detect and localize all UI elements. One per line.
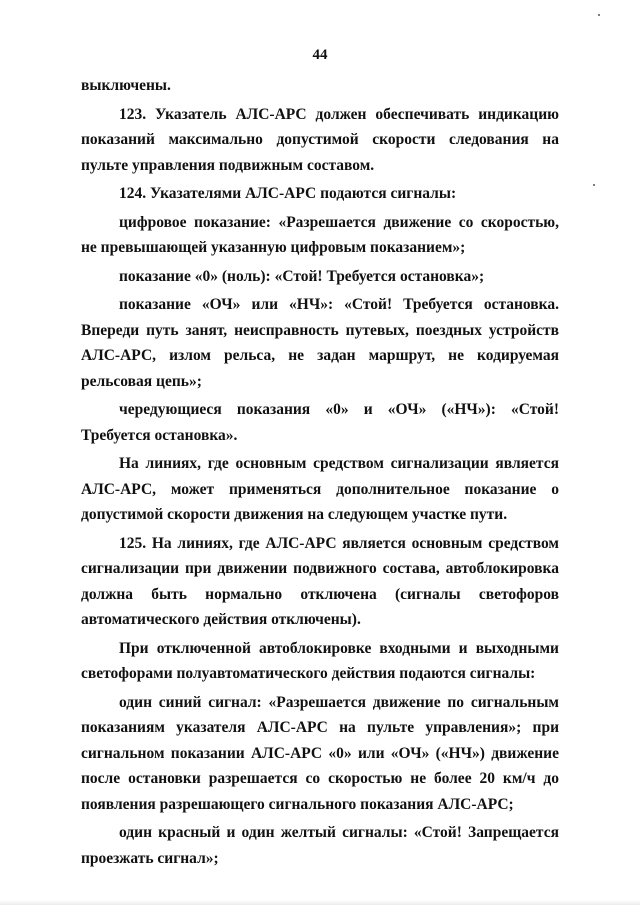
paragraph-additional-indication: На линиях, где основным средством сигнализации является АЛС-АРС, может применяться дополнительное показание о допустимой скорости движения на следующем участке пути. xyxy=(81,455,559,523)
scan-speck xyxy=(598,14,600,16)
paragraph-och-nch-indication: показание «ОЧ» или «НЧ»: «Стой! Требуется остановка. Впереди путь занят, неисправность путевых, поездных устройств АЛС-АРС, излом рельса, не задан маршрут, не кодируемая рельсовая цепь»; xyxy=(81,296,559,390)
paragraph: выключены. xyxy=(81,77,171,94)
scan-speck xyxy=(593,184,595,186)
page-number: 44 xyxy=(312,47,328,63)
paragraph-item-124: 124. Указателями АЛС-АРС подаются сигналы: xyxy=(119,185,457,202)
paragraph-digital-indication: цифровое показание: «Разрешается движение со скоростью, не превышающей указанную цифровым показанием»; xyxy=(81,213,559,256)
paragraph-zero-indication: показание «0» (ноль): «Стой! Требуется остановка»; xyxy=(119,267,485,285)
paragraph-alternating-indication: чередующиеся показания «0» и «ОЧ» («НЧ»): «Стой! Требуется остановка». xyxy=(81,401,559,444)
paragraph-item-123: 123. Указатель АЛС-АРС должен обеспечивать индикацию показаний максимально допустимой скорости следования на пульте управления подвижным составом. xyxy=(81,105,559,174)
paragraph-item-125: 125. На линиях, где АЛС-АРС является основным средством сигнализации при движении подвижного состава, автоблокировка должна быть нормально отключена (сигналы светофоров автоматического действия отключены). xyxy=(81,534,559,628)
paragraph-red-yellow-signal: один красный и один желтый сигналы: «Стой! Запрещается проезжать сигнал»; xyxy=(81,824,559,867)
paragraph-disabled-autoblock: При отключенной автоблокировке входными и выходными светофорами полуавтоматического действия подаются сигналы: xyxy=(81,639,559,682)
paragraph-blue-signal: один синий сигнал: «Разрешается движение по сигнальным показаниям указателя АЛС-АРС на пульте управления»; при сигнальном показании АЛС-АРС «0» или «ОЧ» («НЧ») движение после остановки разрешается со скоростью не более 20 км/ч до появления разрешающего сигнального показания АЛС-АРС; xyxy=(81,693,559,813)
document-body xyxy=(81,73,559,874)
scan-edge xyxy=(0,900,640,905)
